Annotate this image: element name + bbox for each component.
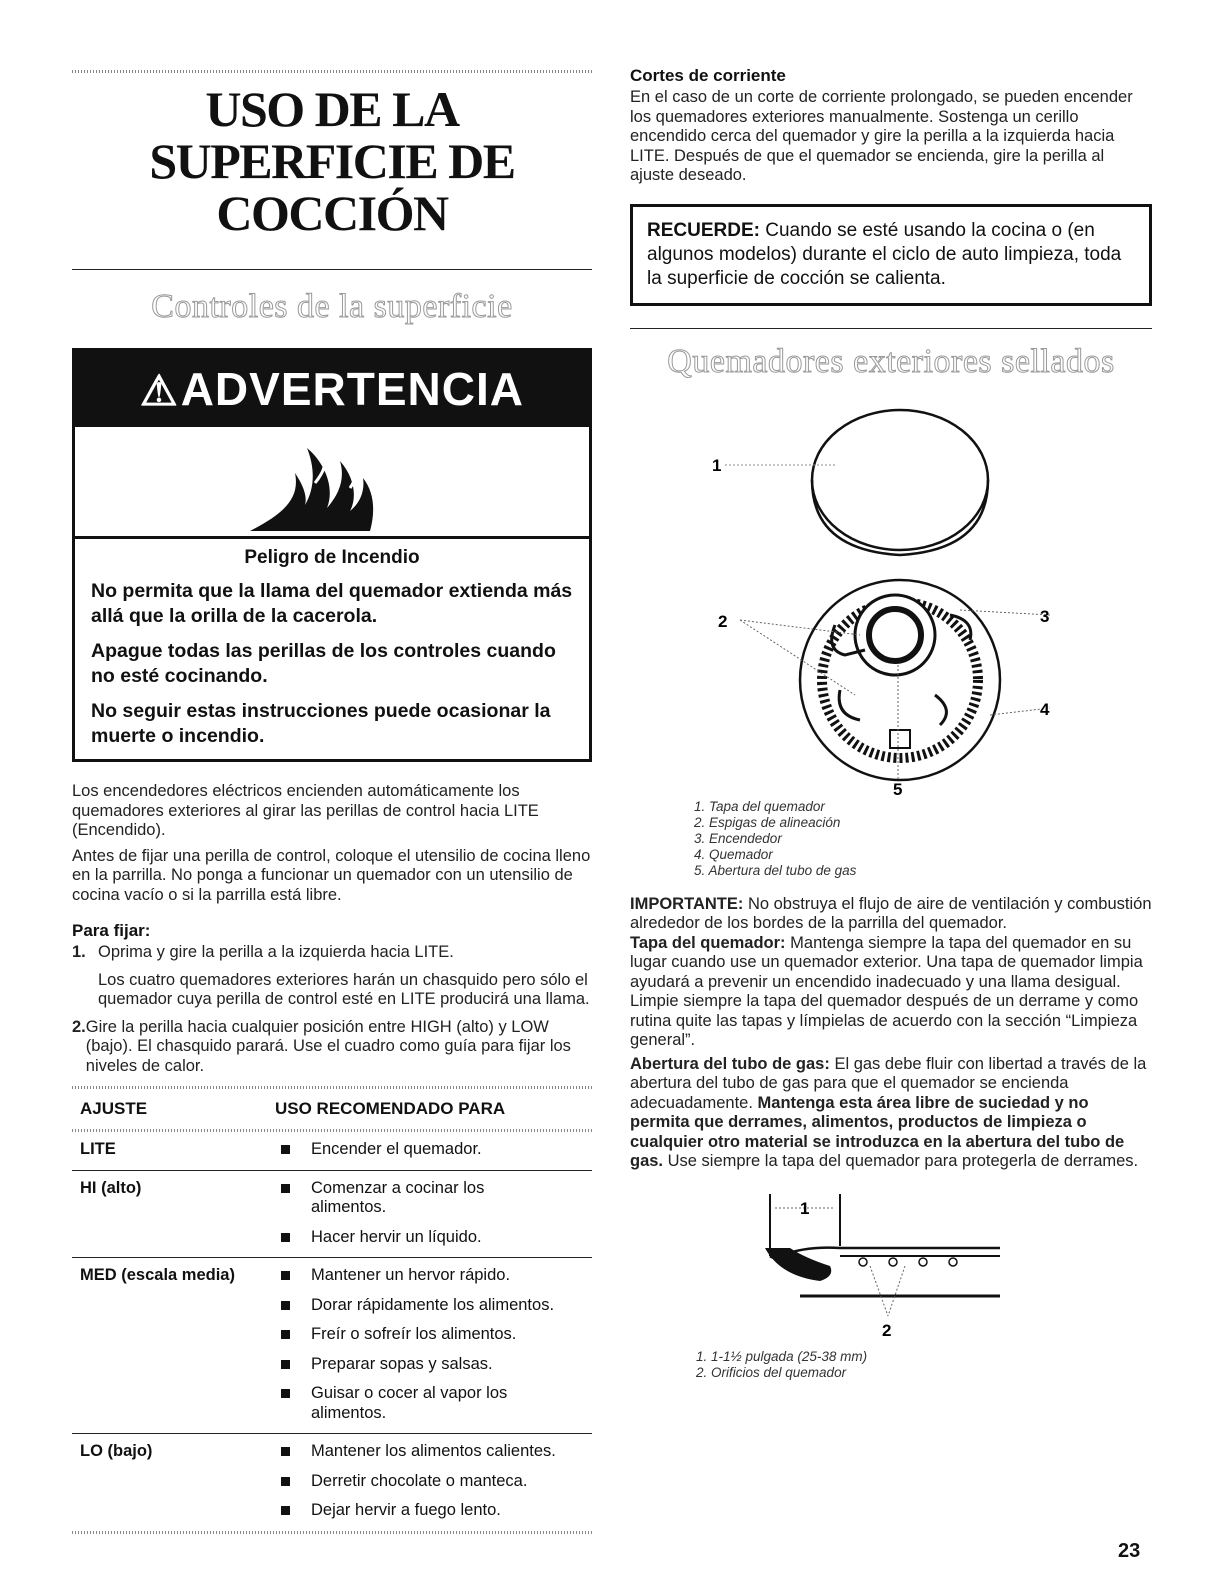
list-item: Freír o sofreír los alimentos. [275,1325,592,1345]
list-item: Dorar rápidamente los alimentos. [275,1296,592,1316]
section-rule [72,269,592,270]
bullet-icon [281,1389,290,1398]
step-number: 1. [72,943,86,961]
diagram-label: 5 [893,779,903,795]
table-row [72,1258,592,1434]
list-item: Comenzar a cocinar los alimentos. [275,1179,592,1218]
row-label: HI (alto) [80,1178,142,1197]
table-header [72,1089,592,1129]
tube-paragraph: Abertura del tubo de gas: El gas debe fluir con libertad a través de la abertura del tubo de gas para que el quemador se encienda adecuadamente. Mantenga esta área libre de suciedad y no permita que derrames, alimentos, productos de limpieza o cualquier otro material se introduzca en la abertura del tubo de gas. Use siempre la tapa del quemador para protegerla de derrames. [630,1054,1147,1170]
caption-item: 1. Tapa del quemador [694,798,825,814]
page-number: 23 [1118,1540,1141,1562]
diagram-label: 1 [712,455,722,475]
row-label: LITE [80,1140,116,1158]
step-note: Los cuatro quemadores exteriores harán un chasquido pero sólo el quemador cuya perilla de control esté en LITE producirá una llama. [98,970,590,1008]
list-item: Dejar hervir a fuego lento. [275,1501,592,1521]
left-column [72,70,592,1534]
right-column [630,66,1152,1381]
step-text: Gire la perilla hacia cualquier posición entre HIGH (alto) y LOW (bajo). El chasquido parará. Use el cuadro como guía para fijar los niveles de calor. [85,1017,571,1075]
cap-paragraph: Tapa del quemador: Mantenga siempre la tapa del quemador en su lugar cuando use un quemador exterior. Una tapa de quemador limpia ayudará a prevenir un encendido inadecuado y una llama desigual. Limpie siempre la tapa del quemador después de un derrame y como rutina quite las tapas y límpielas de acuerdo con la sección “Limpieza general”. [630,933,1143,1049]
row-label: MED (escala media) [80,1266,235,1284]
warning-text [75,539,589,759]
list-item: Mantener los alimentos calientes. [275,1442,592,1462]
burner-captions [694,799,1152,879]
fig2-label: 2 [882,1320,892,1340]
warning-line: Apague todas las perillas de los controles cuando no esté cocinando. [91,640,556,687]
flame-area [75,427,589,539]
diagram-label: 2 [718,611,728,631]
diagram-label: 3 [1040,606,1050,626]
caption-item: 2. Orificios del quemador [696,1364,847,1380]
bullet-icon [281,1330,290,1339]
caption-item: 1. 1-1½ pulgada (25-38 mm) [696,1348,868,1364]
step-text: Oprima y gire la perilla a la izquierda hacia LITE. [98,943,454,961]
list-item: Preparar sopas y salsas. [275,1355,592,1375]
table-row [72,1171,592,1259]
warning-line: No permita que la llama del quemador extienda más allá que la orilla de la cacerola. [91,580,573,627]
bullet-icon [281,1301,290,1310]
bullet-icon [281,1447,290,1456]
list-item: Guisar o cocer al vapor los alimentos. [275,1384,592,1423]
gap-captions [696,1349,1152,1381]
col-header-use: USO RECOMENDADO PARA [275,1099,506,1118]
caption-item: 5. Abertura del tubo de gas [694,862,857,878]
step-number: 2. [72,1017,86,1036]
paragraph: Los encendedores eléctricos encienden automáticamente los quemadores exteriores al girar las perillas de control hacia LITE (Encendido). [72,782,539,839]
outage-heading: Cortes de corriente [630,66,786,85]
bullet-icon [281,1145,290,1154]
set-heading: Para fijar: [72,921,151,940]
bullet-icon [281,1271,290,1280]
top-rule [72,70,592,73]
step-2 [72,1018,592,1077]
warning-header [75,351,589,427]
table-row [72,1132,592,1171]
list-item: Encender el quemador. [275,1140,592,1160]
flame-gap-diagram [630,1186,1152,1341]
caption-item: 2. Espigas de alineación [694,814,841,830]
warning-header-text: ADVERTENCIA [180,363,524,415]
paragraph: Antes de fijar una perilla de control, coloque el utensilio de cocina lleno en la parrilla. No ponga a funcionar un quemador con un utensilio de cocina vacío o si la parrilla está libre. [72,846,591,904]
remember-label: RECUERDE: [647,219,760,241]
caption-item: 4. Quemador [694,846,773,862]
list-item: Mantener un hervor rápido. [275,1266,592,1286]
bullet-icon [281,1360,290,1369]
page-title [72,83,592,239]
table-row [72,1434,592,1531]
settings-table [72,1086,592,1534]
warning-line: No seguir estas instrucciones puede ocasionar la muerte o incendio. [91,700,551,747]
bullet-icon [281,1233,290,1242]
section-rule [630,328,1152,329]
hazard-title: Peligro de Incendio [244,547,420,568]
burner-diagram [630,385,1152,795]
title-line-1: USO DE LA SUPERFICIE DE [149,81,515,189]
list-item: Hacer hervir un líquido. [275,1228,592,1248]
section-title-controls: Controles de la superficie [151,288,513,325]
warning-box [72,348,592,762]
important-paragraph: IMPORTANTE: No obstruya el flujo de aire de ventilación y combustión alrededor de los bordes de la parrilla del quemador. [630,894,1152,932]
col-header-setting: AJUSTE [80,1099,148,1118]
row-label: LO (bajo) [80,1442,153,1460]
title-line-2: COCCIÓN [216,185,448,241]
bullet-icon [281,1477,290,1486]
diagram-label: 4 [1040,699,1050,719]
step-1 [72,943,592,963]
outage-text: En el caso de un corte de corriente prolongado, se pueden encender los quemadores exteriores manualmente. Sostenga un cerillo encendido cerca del quemador y gire la perilla a la izquierda hacia LITE. Después de que el quemador se encienda, gire la perilla al ajuste deseado. [630,88,1133,184]
remember-text: Cuando se esté usando la cocina o (en algunos modelos) durante el ciclo de auto limpieza, toda la superficie de cocción se calienta. [647,219,1122,289]
table-bottom-rule [72,1531,592,1534]
bullet-icon [281,1506,290,1515]
warning-triangle-icon: ⚠ [140,367,179,414]
bullet-icon [281,1184,290,1193]
caption-item: 3. Encendedor [694,830,782,846]
section-title-burners: Quemadores exteriores sellados [667,342,1115,380]
remember-box [630,204,1152,306]
fig2-label: 1 [800,1198,810,1218]
fire-icon [245,443,425,533]
list-item: Derretir chocolate o manteca. [275,1472,592,1492]
